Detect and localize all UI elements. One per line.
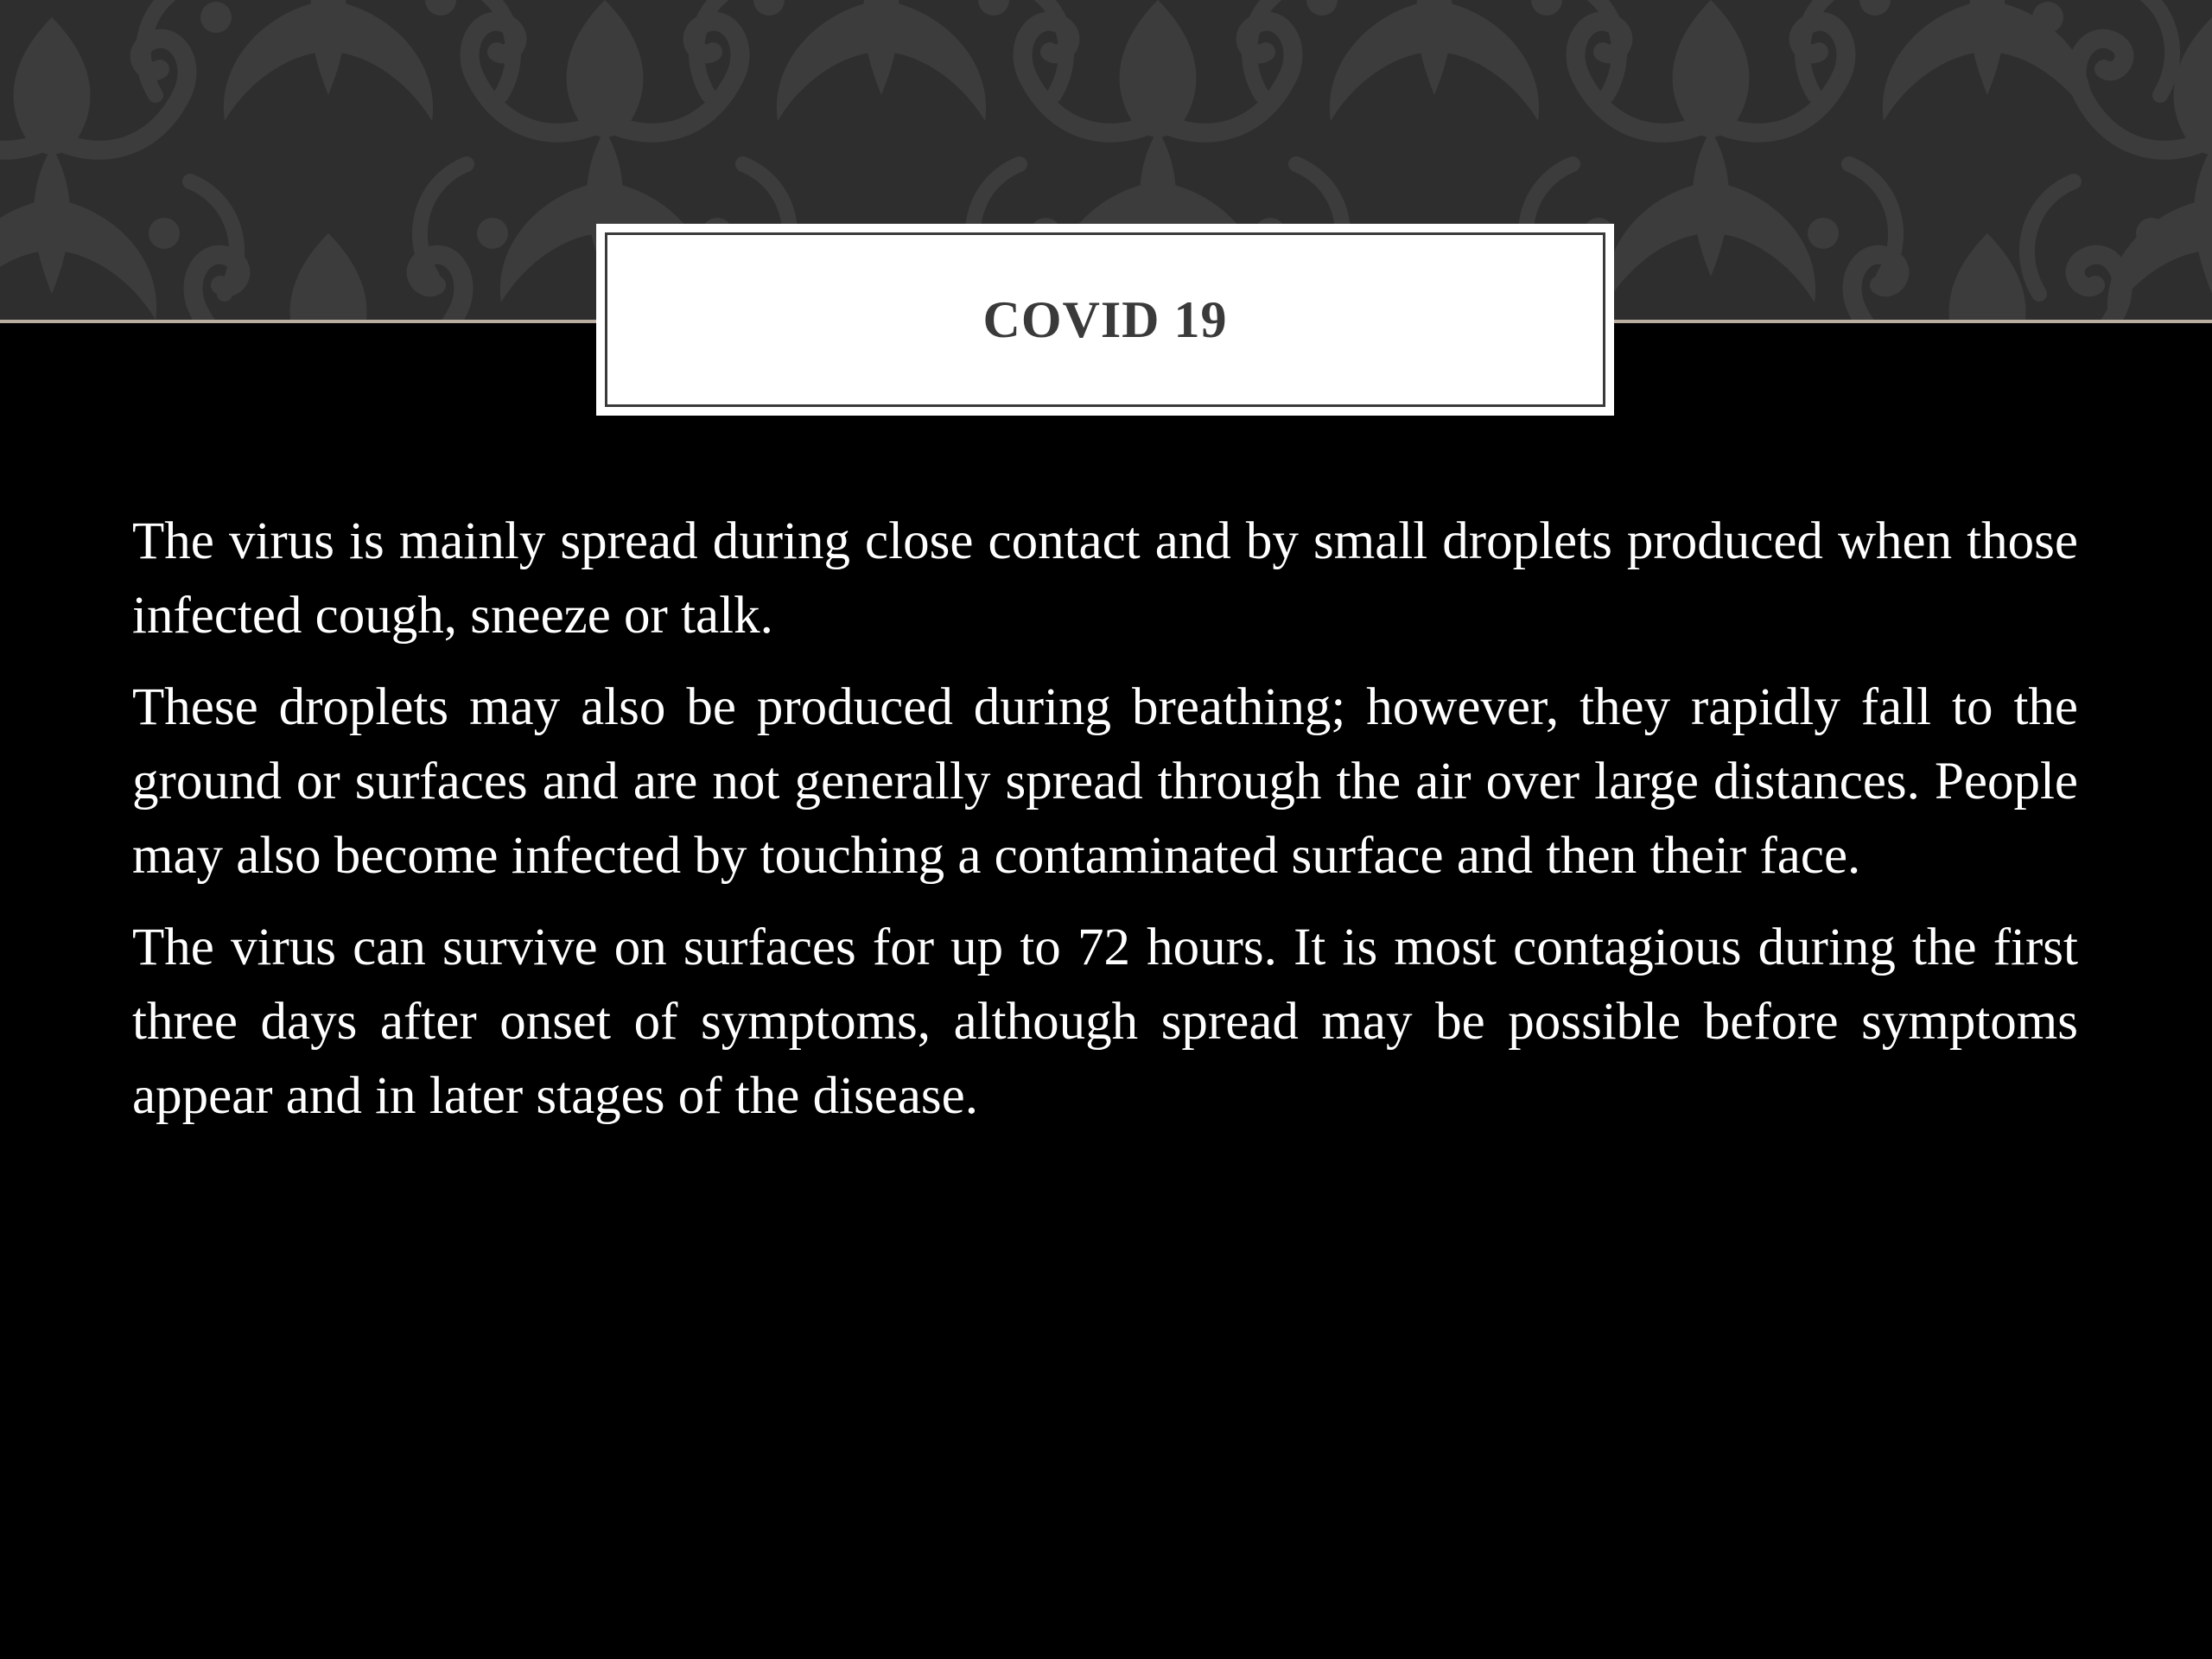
slide-body <box>132 505 2078 1151</box>
paragraph-3: The virus can survive on surfaces for up to 72 hours. It is most contagious during the first three days after onset of symptoms, although spread may be possible before symptoms appear and in later stages of the disease. <box>132 918 2078 1125</box>
paragraph-2: These droplets may also be produced during breathing; however, they rapidly fall to the ground or surfaces and are not generally spread through the air over large distances. People may also become infected by touching a contaminated surface and then their face. <box>132 678 2078 885</box>
paragraph-1: The virus is mainly spread during close contact and by small droplets produced when those infected cough, sneeze or talk. <box>132 512 2078 645</box>
slide-title: COVID 19 <box>982 290 1228 348</box>
title-box <box>599 226 1611 413</box>
